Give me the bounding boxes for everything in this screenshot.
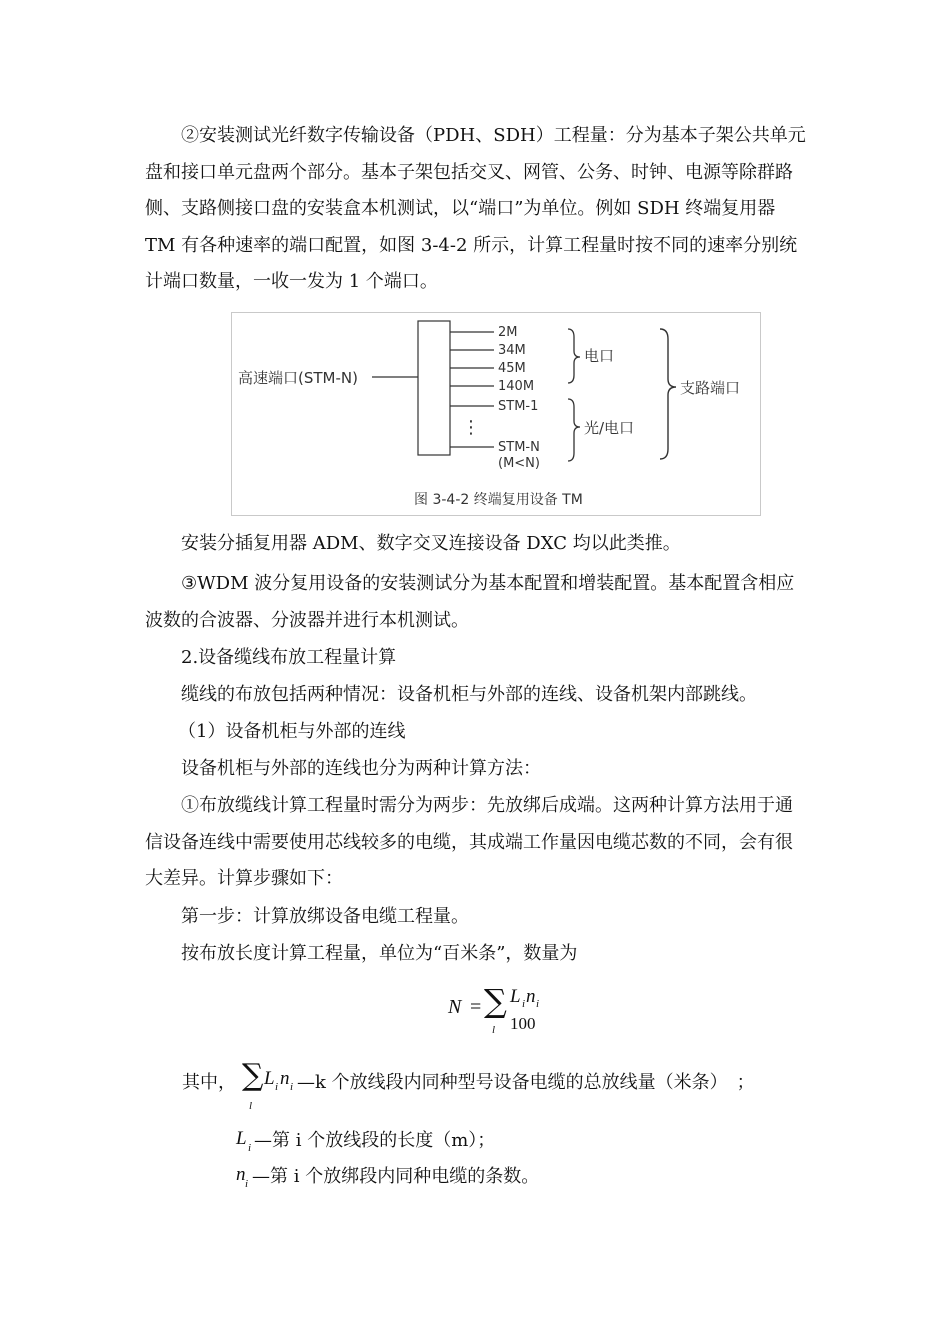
formula-numerator-l: L [510,986,521,1007]
def-li-symbol: L [236,1128,247,1149]
high-speed-port-label: 高速端口(STM-N) [238,369,358,387]
paragraph-step-one: 第一步：计算放绑设备电缆工程量。 [181,906,469,927]
formula-denominator: 100 [510,1014,536,1033]
paragraph-cable-cases: 缆线的布放包括两种情况：设备机柜与外部的连线、设备机架内部跳线。 [181,684,757,705]
brace-optical-electrical [568,399,580,461]
port-label-34m: 34M [498,343,526,358]
mux-box [418,321,450,455]
where-n: n [280,1068,290,1089]
where-sigma: ∑ [242,1058,264,1093]
section-heading-cable-laying: 2.设备缆线布放工程量计算 [181,647,397,668]
formula-equals: = [470,996,482,1018]
def-li-description: —第 i 个放线段的长度（m）； [254,1130,496,1151]
subheading-external-connections: （1）设备机柜与外部的连线 [178,721,406,742]
electrical-port-label: 电口 [584,347,615,365]
brace-electrical [568,329,580,383]
where-prefix: 其中， [182,1072,236,1093]
port-label-stmn: STM-N [498,440,540,455]
def-ni-symbol: n [236,1164,246,1185]
tributary-port-label: 支路端口 [680,379,741,397]
where-n-sub: i [290,1081,294,1093]
paragraph-pdh-sdh: ②安装测试光纤数字传输设备（PDH、SDH）工程量：分为基本子架公共单元盘和接口单元盘两个部分。基本子架包括交叉、网管、公务、时钟、电源等除群路侧、支路侧接口盘的安装盒本机测试，以“端口”为单位。例如 SDH 终端复用器 TM 有各种速率的端口配置，如图 3-4-2 所示，计算工程量时按不同的速率分别统计端口数量，一收一发为 1 个端口。 [145,125,806,292]
def-ni-description: —第 i 个放绑段内同种电缆的条数。 [252,1166,540,1187]
def-li-sub: i [248,1142,252,1154]
where-l: L [264,1068,275,1089]
where-sum-index: l [249,1100,253,1112]
paragraph-length-calc: 按布放长度计算工程量，单位为“百米条”，数量为 [181,943,578,964]
paragraph-adm-dxc: 安装分插复用器 ADM、数字交叉连接设备 DXC 均以此类推。 [181,533,681,554]
figure-tm-terminal-mux [231,312,761,516]
ellipsis-dots: ⋮ [462,417,480,438]
brace-tributary [660,329,676,459]
formula-numerator-n: n [526,986,536,1007]
formula-lhs: N [448,996,462,1018]
port-label-m-lt-n: (M<N) [498,456,540,471]
formula-sigma: ∑ [484,982,507,1020]
formula-n [440,982,580,1042]
port-label-140m: 140M [498,379,535,394]
port-label-stm1: STM-1 [498,399,539,414]
formula-sum-index: l [492,1024,496,1036]
optical-electrical-port-label: 光/电口 [584,419,635,437]
where-l-sub: i [275,1081,279,1093]
where-sum-description: —k 个放线段内同种型号设备电缆的总放线量（米条） ； [297,1072,755,1093]
figure-caption: 图 3-4-2 终端复用设备 TM [414,492,583,508]
paragraph-wdm: ③WDM 波分复用设备的安装测试分为基本配置和增装配置。基本配置含相应波数的合波器、分波器并进行本机测试。 [145,573,795,631]
formula-numerator-l-sub: i [522,998,526,1010]
formula-numerator-n-sub: i [536,998,540,1010]
port-label-45m: 45M [498,361,526,376]
paragraph-method-one: ①布放缆线计算工程量时需分为两步：先放绑后成端。这两种计算方法用于通信设备连线中需要使用芯线较多的电缆，其成端工作量因电缆芯数的不同，会有很大差异。计算步骤如下： [145,795,793,889]
port-label-2m: 2M [498,325,518,340]
def-ni-sub: i [245,1178,249,1190]
tm-port-diagram [232,313,760,515]
paragraph-two-methods: 设备机柜与外部的连线也分为两种计算方法： [181,758,541,779]
